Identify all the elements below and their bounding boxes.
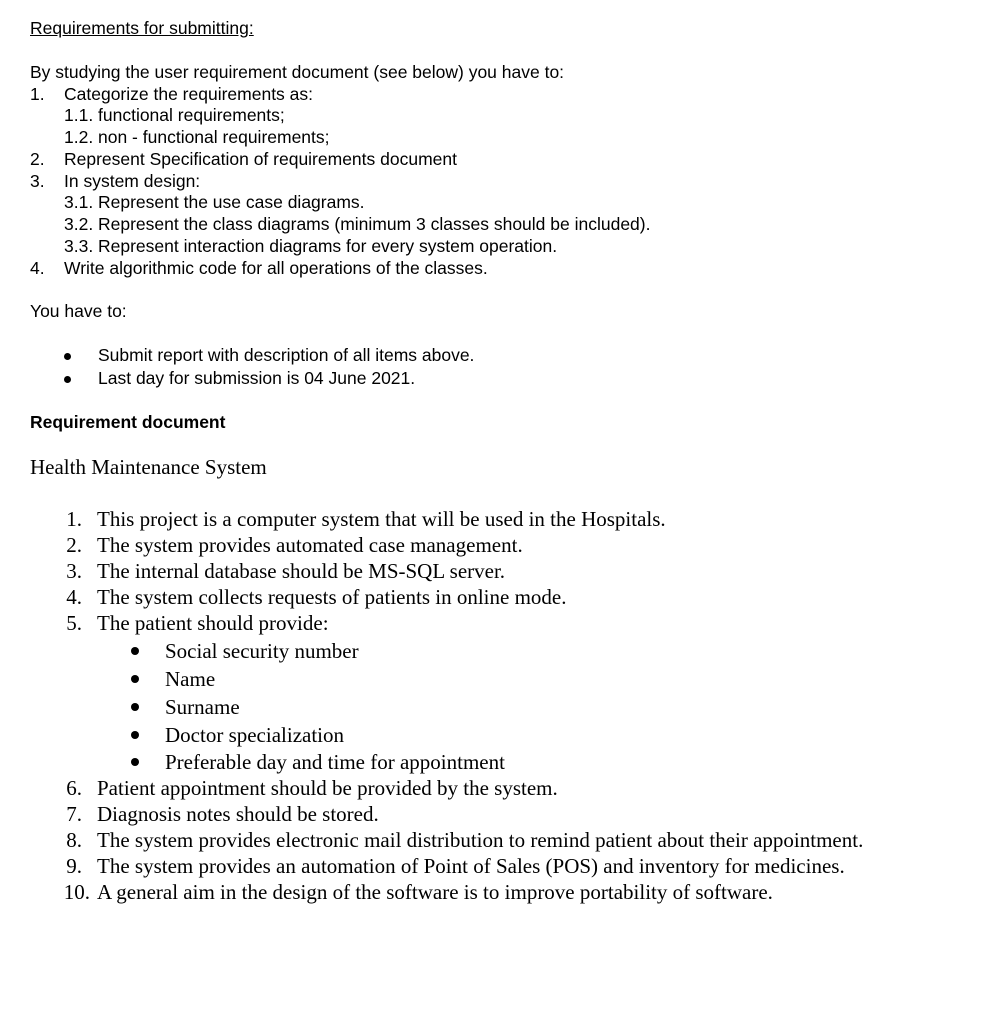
item-text: The system provides an automation of Point of Sales (POS) and inventory for medicines. xyxy=(97,854,845,878)
item-text: The patient should provide: xyxy=(97,611,329,635)
step-text: Categorize the requirements as: xyxy=(64,84,314,104)
bullet-text: Submit report with description of all items above. xyxy=(98,345,475,365)
patient-field: Surname xyxy=(165,695,240,719)
bullet-icon xyxy=(131,647,139,655)
bullet-icon xyxy=(131,731,139,739)
item-number: 8. xyxy=(66,828,82,852)
bullet-icon xyxy=(131,703,139,711)
submission-intro: By studying the user requirement document (see below) you have to: xyxy=(30,62,565,82)
sub-step-number: 3.3. xyxy=(64,236,94,256)
item-text: The system provides electronic mail distribution to remind patient about their appointment. xyxy=(97,828,864,852)
you-have-to-label: You have to: xyxy=(30,301,127,321)
sub-step-text: Represent the class diagrams (minimum 3 classes should be included). xyxy=(98,214,651,234)
item-number: 6. xyxy=(66,776,82,800)
item-number: 7. xyxy=(66,802,82,826)
requirement-document-heading: Requirement document xyxy=(30,412,226,432)
item-number: 1. xyxy=(66,507,82,531)
bullet-icon xyxy=(64,376,71,383)
item-text: The system provides automated case management. xyxy=(97,533,523,557)
item-text: Diagnosis notes should be stored. xyxy=(97,802,379,826)
bullet-icon xyxy=(131,675,139,683)
item-text: A general aim in the design of the software is to improve portability of software. xyxy=(97,880,773,904)
step-text: Represent Specification of requirements document xyxy=(64,149,457,169)
sub-step-text: Represent the use case diagrams. xyxy=(98,192,365,212)
sub-step-text: Represent interaction diagrams for every system operation. xyxy=(98,236,558,256)
item-text: Patient appointment should be provided by the system. xyxy=(97,776,558,800)
system-title: Health Maintenance System xyxy=(30,455,267,479)
sub-step-text: functional requirements; xyxy=(98,105,285,125)
step-text: Write algorithmic code for all operations of the classes. xyxy=(64,258,488,278)
item-number: 2. xyxy=(66,533,82,557)
item-number: 10. xyxy=(63,880,90,904)
patient-field: Doctor specialization xyxy=(165,723,345,747)
submission-heading: Requirements for submitting: xyxy=(30,18,254,38)
step-text: In system design: xyxy=(64,171,201,191)
item-number: 3. xyxy=(66,559,82,583)
sub-step-number: 3.2. xyxy=(64,214,94,234)
item-text: This project is a computer system that will be used in the Hospitals. xyxy=(97,507,666,531)
sub-step-number: 3.1. xyxy=(64,192,94,212)
patient-field: Name xyxy=(165,667,216,691)
sub-step-number: 1.1. xyxy=(64,105,94,125)
bullet-text: Last day for submission is 04 June 2021. xyxy=(98,368,416,388)
item-text: The internal database should be MS-SQL server. xyxy=(97,559,506,583)
bullet-icon xyxy=(64,353,71,360)
sub-step-number: 1.2. xyxy=(64,127,94,147)
step-number: 2. xyxy=(30,149,45,169)
item-number: 4. xyxy=(66,585,82,609)
bullet-icon xyxy=(131,758,139,766)
patient-field: Preferable day and time for appointment xyxy=(165,750,505,774)
item-number: 9. xyxy=(66,854,82,878)
step-number: 1. xyxy=(30,84,45,104)
sub-step-text: non - functional requirements; xyxy=(98,127,330,147)
step-number: 4. xyxy=(30,258,45,278)
patient-field: Social security number xyxy=(165,639,359,663)
step-number: 3. xyxy=(30,171,45,191)
item-number: 5. xyxy=(66,611,82,635)
item-text: The system collects requests of patients in online mode. xyxy=(97,585,567,609)
